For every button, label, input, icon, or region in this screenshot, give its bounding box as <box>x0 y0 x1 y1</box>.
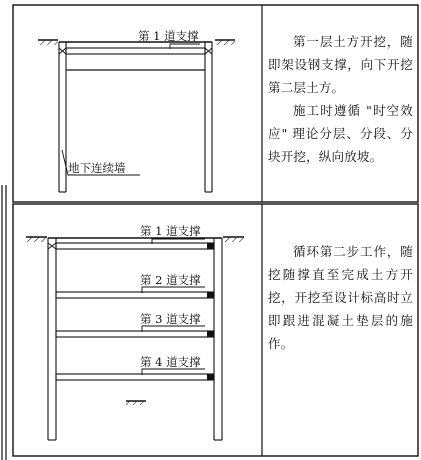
margin-marks <box>2 185 6 460</box>
strut-1-p2 <box>48 243 214 249</box>
diaphragm-wall-label: 地下连续墙 <box>68 161 126 175</box>
strut-2 <box>56 292 214 298</box>
ground-surface-left-2 <box>26 237 47 242</box>
panel2-paragraph-1: 循环第二步工作，随挖随撑直至完成土方开挖，开挖至设计标高时立即跟进混凝土垫层的施作。 <box>268 244 413 351</box>
diaphragm-wall-left <box>59 42 66 192</box>
panel2-strut3-label: 第 3 道支撑 <box>140 312 201 326</box>
strut-4 <box>56 374 214 380</box>
panel2-description <box>268 240 413 355</box>
diaphragm-wall-left-2 <box>48 238 56 440</box>
ground-surface-right <box>215 40 235 45</box>
ground-surface-right-2 <box>223 237 244 242</box>
panel2-strut1-label: 第 1 道支撑 <box>140 224 201 238</box>
ground-surface-left <box>38 40 58 45</box>
strut-1 <box>59 48 212 54</box>
panel2-strut4-label: 第 4 道支撑 <box>140 355 201 369</box>
diaphragm-wall-right-2 <box>214 238 222 440</box>
bottom-cushion <box>126 401 146 405</box>
panel1-paragraph-1: 第一层土方开挖，随即架设钢支撑，向下开挖第二层土方。 <box>268 34 413 95</box>
panel1-paragraph-2: 施工时遵循 "时空效应" 理论分层、分段、分块开挖，纵向放坡。 <box>268 103 413 164</box>
panel2-strut2-label: 第 2 道支撑 <box>140 273 201 287</box>
strut-3 <box>56 331 214 337</box>
panel1-description <box>268 30 413 168</box>
panel2-diagram <box>26 237 244 440</box>
panel1-strut1-label: 第 1 道支撑 <box>138 29 199 43</box>
diaphragm-wall-right <box>205 42 212 192</box>
